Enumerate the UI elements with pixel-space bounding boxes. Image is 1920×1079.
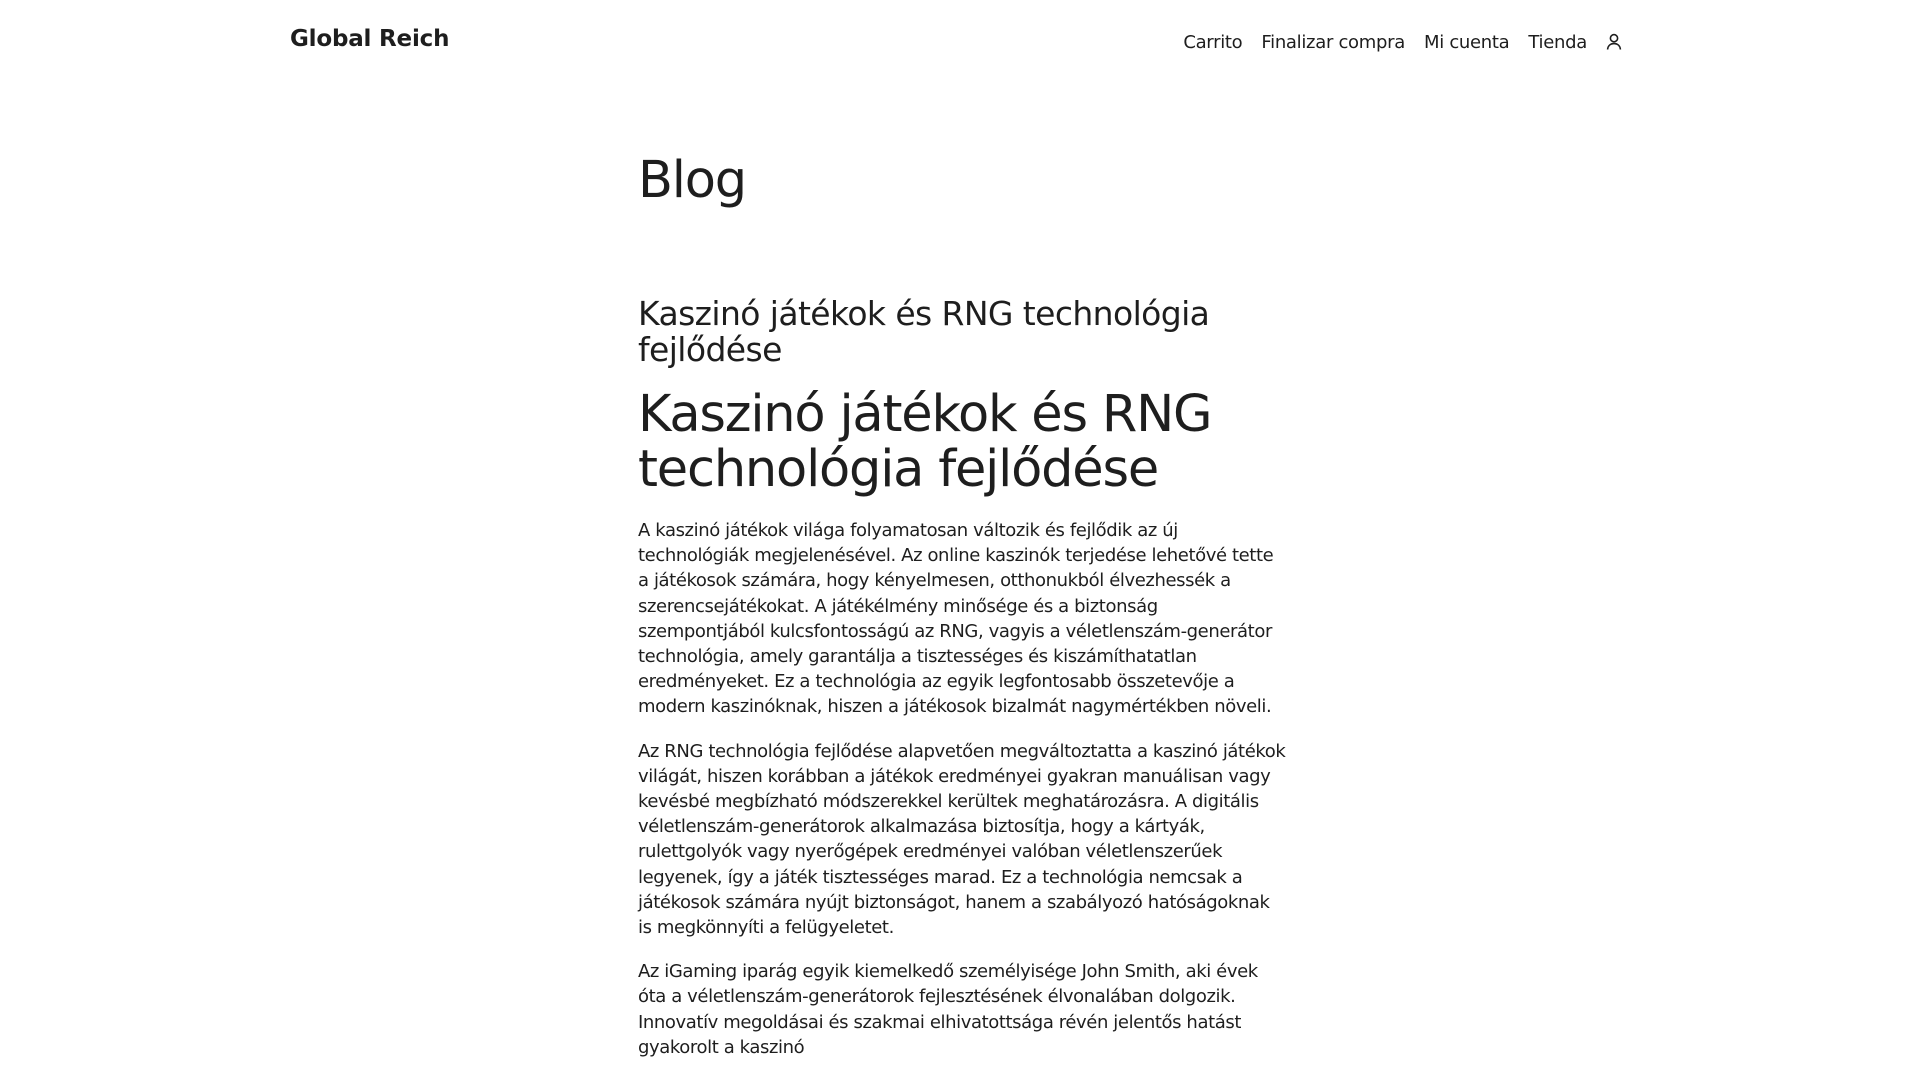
site-title-link[interactable]: Global Reich (290, 26, 450, 52)
page-title: Blog (638, 151, 746, 210)
post-paragraph: A kaszinó játékok világa folyamatosan változik és fejlődik az új technológiák megjelenésével. Az online kaszinók terjedése lehetővé tette a játékosok számára, hogy kényelmesen, otthonukból élvezhessék a szerencsejátékokat. A játékélmény minősége és a biztonság szempontjából kulcsfontosságú az RNG, vagyis a véletlenszám-generátor technológia, amely garantálja a tisztességes és kiszámíthatatlan eredményeket. Ez a technológia az egyik legfontosabb összetevője a modern kaszinóknak, hiszen a játékosok bizalmát nagymértékben növeli. (638, 520, 1274, 718)
post-heading: Kaszinó játékok és RNG technológia fejlődése (638, 385, 1212, 499)
nav-item-finalizar-compra[interactable]: Finalizar compra (1261, 31, 1405, 53)
post-body (638, 518, 1288, 1079)
site-header (0, 0, 1920, 84)
post-paragraph: Az iGaming iparág egyik kiemelkedő személyisége John Smith, aki évek óta a véletlenszám-generátorok fejlesztésének élvonalában dolgozik. Innovatív megoldásai és szakmai elhivatottsága révén jelentős hatást gyakorolt a kaszinó (638, 961, 1258, 1058)
post-paragraph: Az RNG technológia fejlődése alapvetően megváltoztatta a kaszinó játékok világát, hiszen korábban a játékok eredményei gyakran manuálisan vagy kevésbé megbízható módszerekkel kerültek meghatározásra. A digitális véletlenszám-generátorok alkalmazása biztosítja, hogy a kártyák, rulettgolyók vagy nyerőgépek eredményei valóban véletlenszerűek legyenek, így a játék tisztességes marad. Ez a technológia nemcsak a játékosok számára nyújt biztonságot, hanem a szabályozó hatóságoknak is megkönnyíti a felügyeletet. (638, 740, 1286, 939)
user-icon[interactable] (1602, 30, 1626, 54)
nav-item-tienda[interactable]: Tienda (1528, 31, 1587, 53)
nav-item-mi-cuenta[interactable]: Mi cuenta (1423, 31, 1510, 53)
nav-item-carrito[interactable]: Carrito (1183, 31, 1243, 53)
main-content (638, 150, 1288, 1058)
post-title-link[interactable]: Kaszinó játékok és RNG technológia fejlődése (638, 294, 1210, 370)
main-navigation (1183, 30, 1626, 54)
